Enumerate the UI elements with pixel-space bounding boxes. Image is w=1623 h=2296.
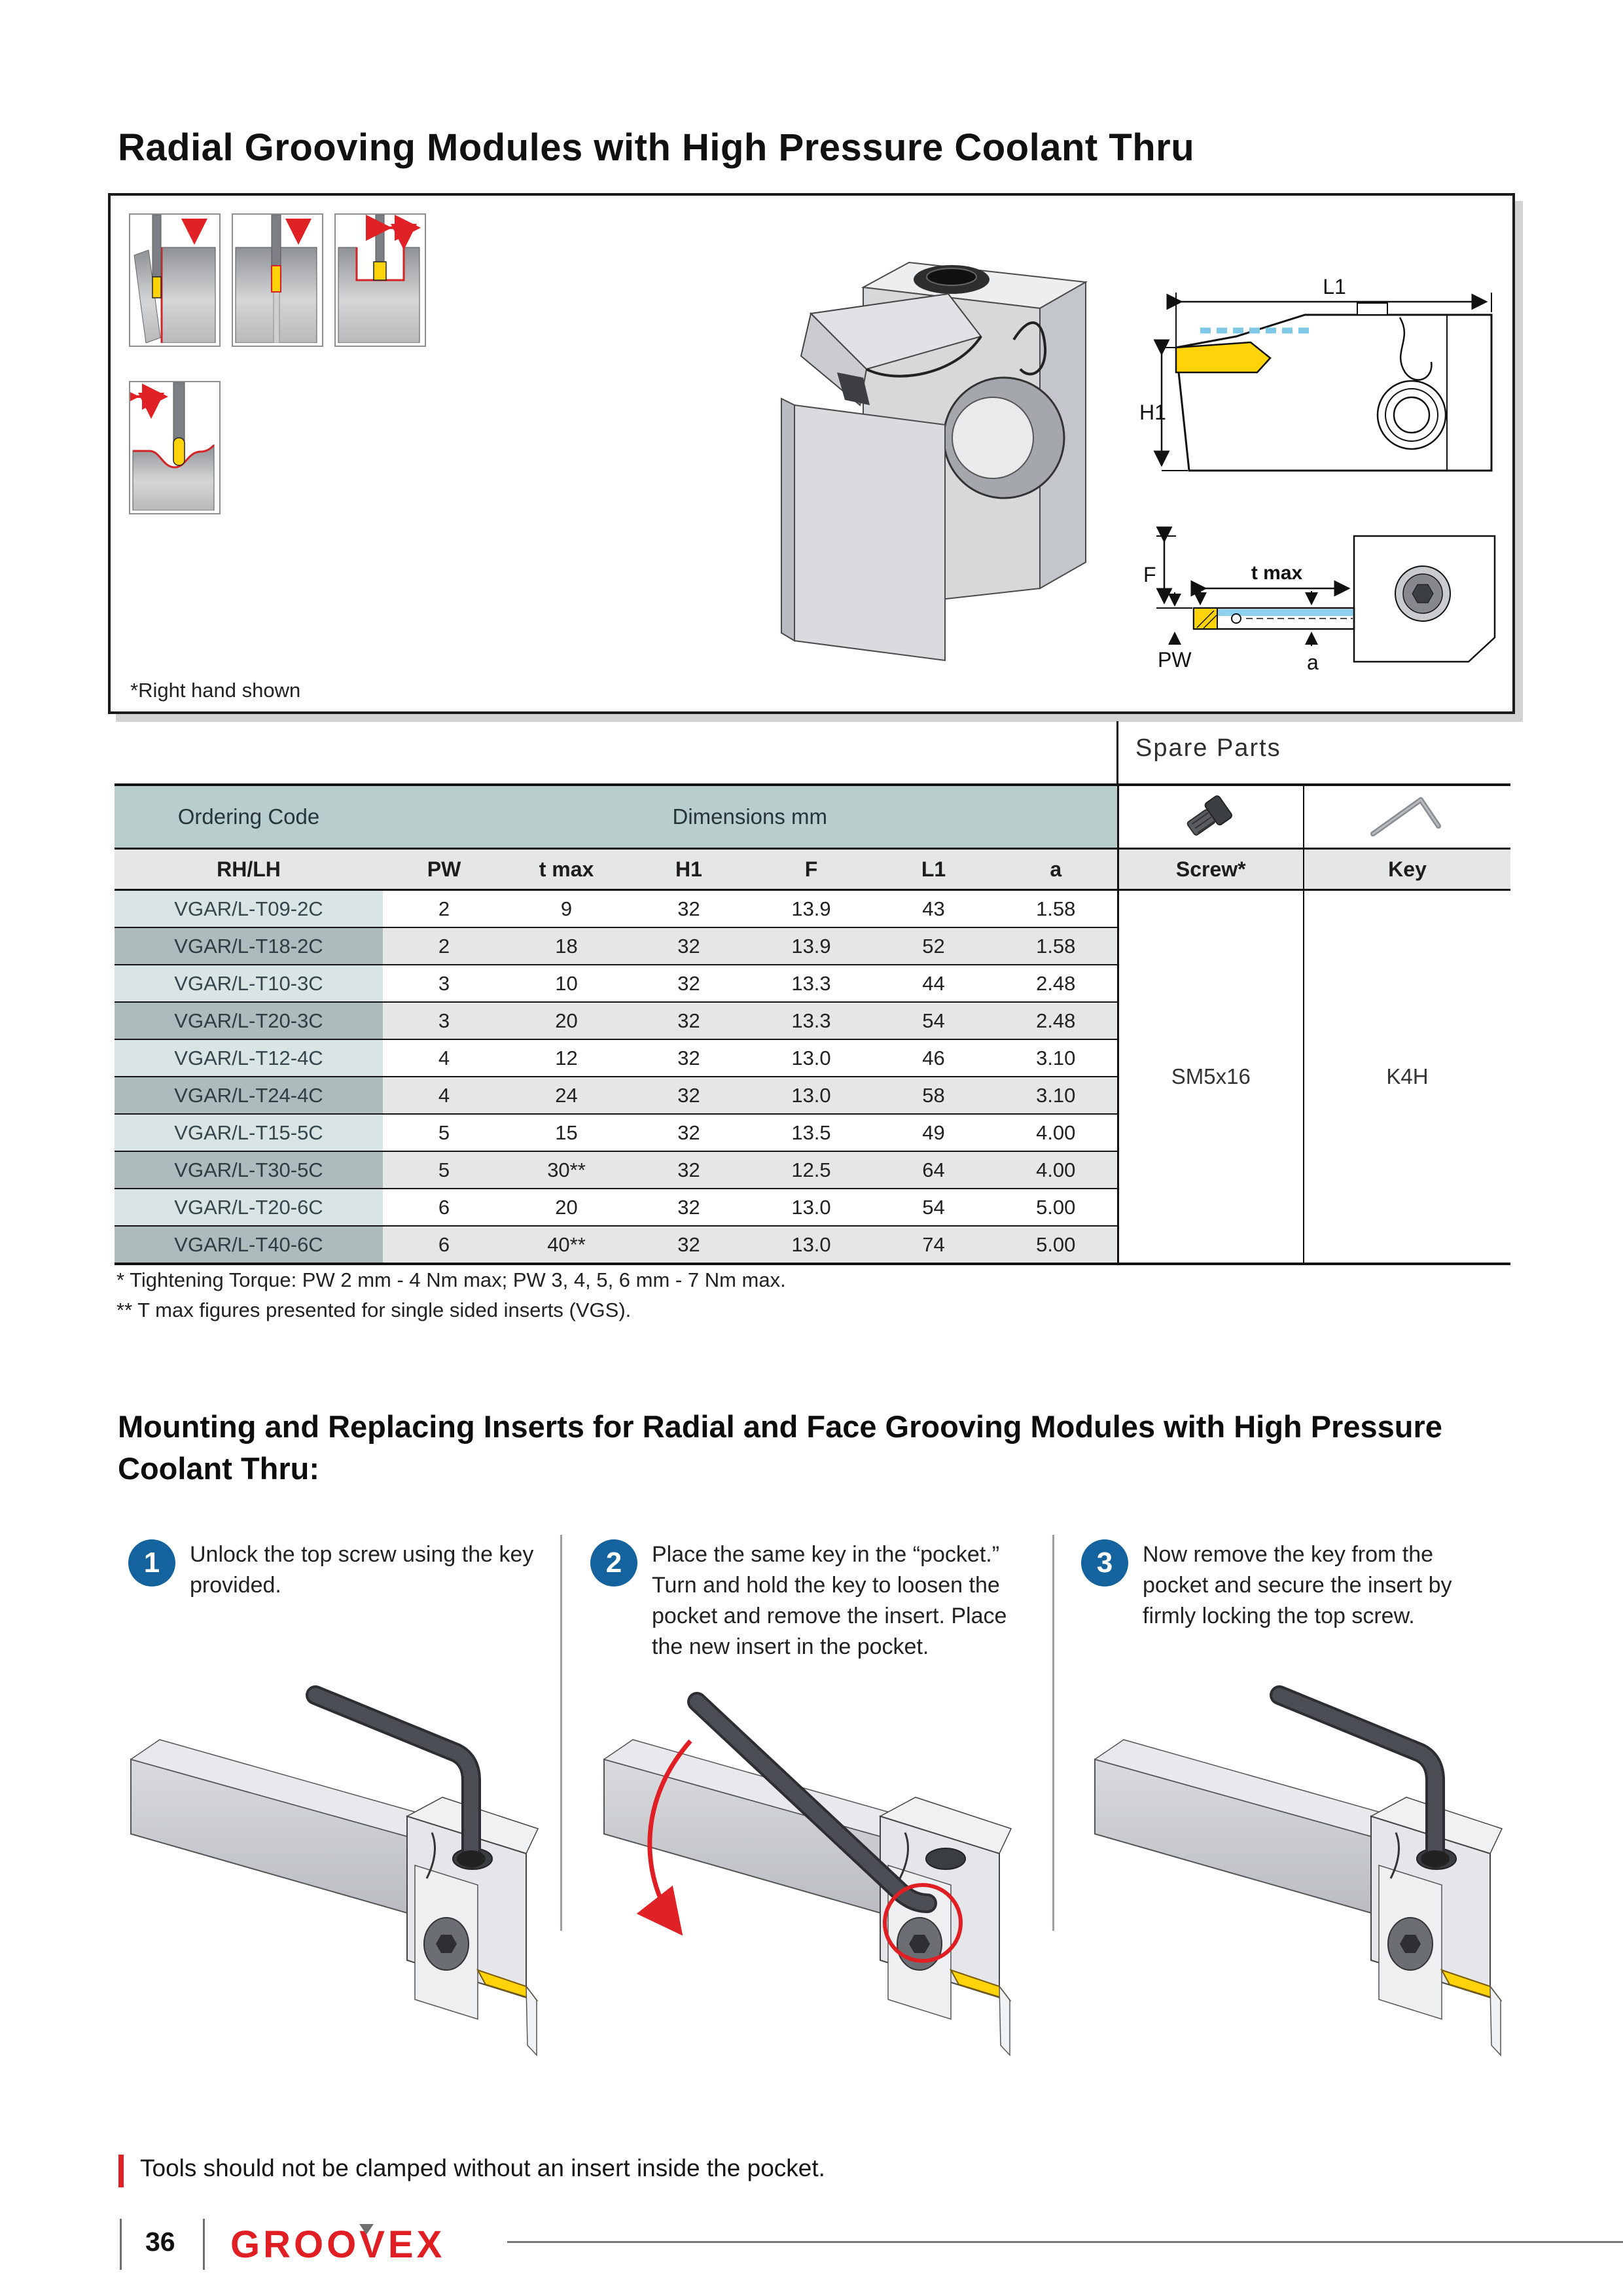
dimension-cell: 2 — [383, 927, 505, 965]
dimension-cell: 32 — [628, 927, 750, 965]
section-heading — [118, 1406, 1518, 1490]
dimension-cell: 32 — [628, 1077, 750, 1114]
figure-box — [108, 193, 1515, 714]
warning-text: Tools should not be clamped without an insert inside the pocket. — [140, 2155, 825, 2181]
dimension-cell: 32 — [628, 965, 750, 1002]
step-3-text: Now remove the key from the pocket and secure the insert by firmly locking the top screw. — [1143, 1542, 1452, 1628]
ordering-code-cell: VGAR/L-T12-4C — [115, 1039, 383, 1077]
dimension-cell: 20 — [505, 1189, 628, 1226]
wide-grooving-operation-icon — [334, 213, 426, 347]
dimension-drawing-front — [1138, 510, 1511, 689]
step-3-illustration — [1083, 1662, 1508, 2085]
tool-3d-image — [673, 209, 1118, 683]
heading-emphasis: Radial — [642, 1409, 735, 1444]
ordering-code-cell: VGAR/L-T20-3C — [115, 1002, 383, 1039]
ordering-code-cell: VGAR/L-T20-6C — [115, 1189, 383, 1226]
dimension-cell: 2.48 — [995, 965, 1118, 1002]
module-table-body — [115, 890, 1510, 1265]
step-3-badge: 3 — [1081, 1539, 1128, 1587]
col-header-pw: PW — [383, 849, 505, 890]
profiling-operation-icon — [129, 381, 221, 514]
ordering-code-cell: VGAR/L-T24-4C — [115, 1077, 383, 1114]
dimension-cell: 12.5 — [750, 1151, 872, 1189]
dimension-cell: 5.00 — [995, 1226, 1118, 1264]
ordering-table — [115, 783, 1510, 1265]
dimension-cell: 1.58 — [995, 890, 1118, 928]
dimension-cell: 40** — [505, 1226, 628, 1264]
col-header-rhlh: RH/LH — [115, 849, 383, 890]
footnote-tmax: ** T max figures presented for single sided inserts (VGS). — [116, 1299, 632, 1321]
step-2-text: Place the same key in the “pocket.” Turn and hold the key to loosen the pocket and remove the insert. Place the new insert in the pocket. — [652, 1542, 1007, 1659]
dimension-cell: 3.10 — [995, 1039, 1118, 1077]
dimension-cell: 9 — [505, 890, 628, 928]
dimension-cell: 4 — [383, 1077, 505, 1114]
spare-parts-rule — [1116, 721, 1118, 783]
dimension-cell: 64 — [872, 1151, 995, 1189]
dimension-cell: 20 — [505, 1002, 628, 1039]
dimension-cell: 4.00 — [995, 1114, 1118, 1151]
dimension-cell: 13.0 — [750, 1226, 872, 1264]
footer-rule-mid — [203, 2219, 205, 2270]
key-value-cell: K4H — [1304, 890, 1510, 1265]
dimension-cell: 49 — [872, 1114, 995, 1151]
step-2-illustration — [592, 1662, 1018, 2085]
svg-text:H1: H1 — [1139, 401, 1166, 424]
dimension-cell: 5 — [383, 1151, 505, 1189]
dimension-cell: 58 — [872, 1077, 995, 1114]
screw-icon — [1118, 785, 1304, 849]
dimension-cell: 52 — [872, 927, 995, 965]
dimension-cell: 74 — [872, 1226, 995, 1264]
dimension-cell: 5 — [383, 1114, 505, 1151]
dimension-cell: 32 — [628, 1114, 750, 1151]
dimension-cell: 12 — [505, 1039, 628, 1077]
table-row — [115, 890, 1510, 928]
dimension-cell: 13.0 — [750, 1077, 872, 1114]
dimension-cell: 32 — [628, 1189, 750, 1226]
dimension-cell: 3 — [383, 1002, 505, 1039]
dimension-cell: 18 — [505, 927, 628, 965]
grooving-operation-icon — [232, 213, 323, 347]
dimension-cell: 32 — [628, 890, 750, 928]
brand-logo: GROOVEX — [230, 2223, 446, 2266]
dimension-cell: 32 — [628, 1039, 750, 1077]
dimension-cell: 5.00 — [995, 1189, 1118, 1226]
dimension-cell: 15 — [505, 1114, 628, 1151]
step-divider-1 — [560, 1535, 562, 1931]
page-title: Radial Grooving Modules with High Pressure Coolant Thru — [118, 126, 1195, 169]
dimension-cell: 54 — [872, 1002, 995, 1039]
heading-emphasis: Face Grooving — [806, 1409, 1022, 1444]
step-divider-2 — [1052, 1535, 1054, 1931]
footer-rule-left — [120, 2219, 122, 2270]
ordering-code-cell: VGAR/L-T18-2C — [115, 927, 383, 965]
svg-text:t max: t max — [1251, 562, 1303, 584]
dimension-cell: 2.48 — [995, 1002, 1118, 1039]
step-2-badge: 2 — [590, 1539, 637, 1587]
ordering-code-cell: VGAR/L-T15-5C — [115, 1114, 383, 1151]
heading-text: and — [734, 1409, 807, 1444]
heading-text: Modules with High Pressure Coolant Thru: — [118, 1409, 1442, 1486]
dimension-cell: 13.0 — [750, 1189, 872, 1226]
dimension-cell: 13.5 — [750, 1114, 872, 1151]
dimension-cell: 3 — [383, 965, 505, 1002]
spare-parts-label: Spare Parts — [1135, 734, 1281, 762]
parting-operation-icon — [129, 213, 221, 347]
page-number: 36 — [145, 2227, 175, 2257]
footnote-torque: * Tightening Torque: PW 2 mm - 4 Nm max; PW 3, 4, 5, 6 mm - 7 Nm max. — [116, 1268, 786, 1291]
key-icon — [1304, 785, 1510, 849]
dimension-cell: 32 — [628, 1002, 750, 1039]
ordering-code-group-header: Ordering Code — [115, 785, 383, 849]
dimension-cell: 2 — [383, 890, 505, 928]
screw-value-cell: SM5x16 — [1118, 890, 1304, 1265]
brand-logo-triangle-icon — [359, 2224, 374, 2234]
col-header-a: a — [995, 849, 1118, 890]
dimension-cell: 4 — [383, 1039, 505, 1077]
dimension-cell: 13.3 — [750, 965, 872, 1002]
col-header-tmax: t max — [505, 849, 628, 890]
dimensions-group-header: Dimensions mm — [383, 785, 1118, 849]
ordering-code-cell: VGAR/L-T10-3C — [115, 965, 383, 1002]
dimension-cell: 24 — [505, 1077, 628, 1114]
dimension-cell: 46 — [872, 1039, 995, 1077]
dimension-cell: 4.00 — [995, 1151, 1118, 1189]
col-header-screw: Screw* — [1118, 849, 1304, 890]
warning-accent-bar — [118, 2155, 124, 2187]
svg-text:PW: PW — [1158, 648, 1192, 672]
dimension-cell: 13.9 — [750, 890, 872, 928]
dimension-cell: 13.0 — [750, 1039, 872, 1077]
figure-note: *Right hand shown — [130, 679, 301, 702]
dimension-cell: 13.9 — [750, 927, 872, 965]
col-header-f: F — [750, 849, 872, 890]
dimension-cell: 6 — [383, 1189, 505, 1226]
dimension-cell: 32 — [628, 1151, 750, 1189]
dimension-cell: 43 — [872, 890, 995, 928]
ordering-code-cell: VGAR/L-T30-5C — [115, 1151, 383, 1189]
dimension-cell: 1.58 — [995, 927, 1118, 965]
step-1-badge: 1 — [128, 1539, 175, 1587]
step-1-illustration — [119, 1662, 544, 2085]
step-1-text: Unlock the top screw using the key provided. — [190, 1542, 534, 1598]
dimension-cell: 13.3 — [750, 1002, 872, 1039]
dimension-cell: 6 — [383, 1226, 505, 1264]
col-header-h1: H1 — [628, 849, 750, 890]
svg-text:a: a — [1307, 651, 1319, 674]
dimension-cell: 54 — [872, 1189, 995, 1226]
dimension-drawing-side — [1138, 274, 1511, 500]
col-header-l1: L1 — [872, 849, 995, 890]
dimension-cell: 32 — [628, 1226, 750, 1264]
dimension-cell: 10 — [505, 965, 628, 1002]
heading-text: Mounting and Replacing Inserts for — [118, 1409, 643, 1444]
dimension-cell: 30** — [505, 1151, 628, 1189]
svg-text:L1: L1 — [1323, 275, 1346, 298]
col-header-key: Key — [1304, 849, 1510, 890]
dimension-cell: 44 — [872, 965, 995, 1002]
dimension-cell: 3.10 — [995, 1077, 1118, 1114]
footer-horizontal-rule — [507, 2241, 1623, 2243]
svg-text:F: F — [1143, 563, 1156, 586]
ordering-code-cell: VGAR/L-T40-6C — [115, 1226, 383, 1264]
ordering-code-cell: VGAR/L-T09-2C — [115, 890, 383, 928]
